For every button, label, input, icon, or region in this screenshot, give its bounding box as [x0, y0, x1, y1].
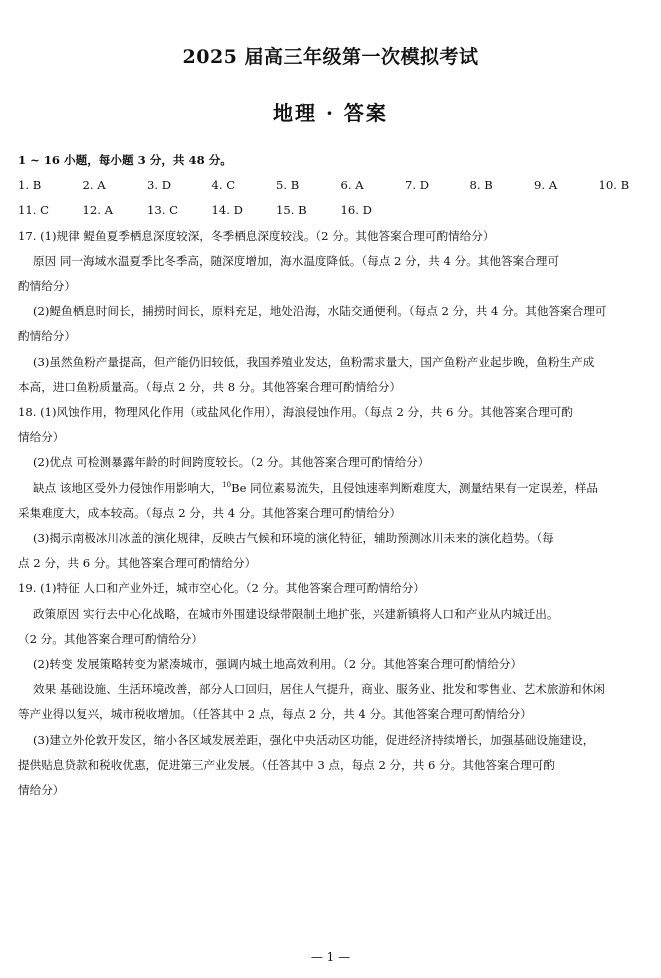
mc-intro: 1 ~ 16 小题，每小题 3 分，共 48 分。: [18, 153, 232, 167]
q17-line: 酌情给分）: [18, 279, 76, 294]
mc-answer-row-2: [18, 198, 646, 223]
q18-line: (3)揭示南极冰川冰盖的演化规律，反映古气候和环境的演化特征，辅助预测冰川未来的演化趋势。（每: [33, 531, 554, 546]
q19-line: 情给分）: [18, 783, 65, 798]
mc-answer: 2. A: [82, 178, 106, 193]
q18-line: 采集难度大，成本较高。（每点 2 分，共 4 分。其他答案合理可酌情给分）: [18, 505, 402, 520]
isotope-superscript: 10: [222, 480, 232, 489]
q19-line: (3)建立外伦敦开发区，缩小各区域发展差距，强化中央活动区功能，促进经济持续增长，加强基础设施建设，: [33, 732, 595, 747]
q19-line: 政策原因 实行去中心化战略，在城市外围建设绿带限制土地扩张，兴建新镇将人口和产业从内城迁出。: [33, 606, 559, 621]
q18-text: Be 同位素易流失，且侵蚀速率判断难度大，测量结果有一定误差，样品: [231, 480, 598, 495]
q18-line: 点 2 分，共 6 分。其他答案合理可酌情给分）: [18, 556, 257, 571]
q18-line: (2)优点 可检测暴露年龄的时间跨度较长。（2 分。其他答案合理可酌情给分）: [33, 455, 430, 470]
q19-line: 提供贴息贷款和税收优惠，促进第三产业发展。（任答其中 3 点，每点 2 分，共 6 分。其他答案合理可酌: [18, 757, 555, 772]
q17-line: 17. (1)规律 鳀鱼夏季栖息深度较深，冬季栖息深度较浅。（2 分。其他答案合理可酌情给分）: [18, 228, 495, 243]
question-17: [18, 224, 646, 400]
mc-answer: 9. A: [534, 178, 558, 193]
q17-line: 本高，进口鱼粉质量高。（每点 2 分，共 8 分。其他答案合理可酌情给分）: [18, 379, 402, 394]
mc-answer: 6. A: [340, 178, 364, 193]
q19-line: (2)转变 发展策略转变为紧凑城市，强调内城土地高效利用。（2 分。其他答案合理可酌情给分）: [33, 657, 523, 672]
exam-title: 2025 届高三年级第一次模拟考试: [182, 46, 479, 68]
q18-line: [18, 476, 646, 501]
q18-line: 18. (1)风蚀作用，物理风化作用（或盐风化作用），海浪侵蚀作用。（每点 2 分，共 6 分。其他答案合理可酌: [18, 405, 573, 420]
mc-answer: 4. C: [211, 178, 236, 193]
mc-answer: 11. C: [18, 203, 49, 218]
mc-answer: 3. D: [147, 178, 172, 193]
mc-answer: 8. B: [469, 178, 493, 193]
mc-answer: 16. D: [340, 203, 372, 218]
question-18: [18, 400, 646, 576]
page-number: — 1 —: [310, 950, 351, 964]
q17-line: (2)鳀鱼栖息时间长，捕捞时间长，原料充足，地处沿海，水陆交通便利。（每点 2 分，共 4 分。其他答案合理可: [33, 304, 607, 319]
question-19: [18, 576, 646, 803]
mc-answer: 13. C: [147, 203, 178, 218]
q19-line: 19. (1)特征 人口和产业外迁，城市空心化。（2 分。其他答案合理可酌情给分）: [18, 581, 425, 596]
q19-line: （2 分。其他答案合理可酌情给分）: [18, 631, 203, 646]
q18-text: 缺点 该地区受外力侵蚀作用影响大，: [33, 480, 223, 495]
q19-line: 等产业得以复兴，城市税收增加。（任答其中 2 点，每点 2 分，共 4 分。其他答案合理可酌情给分）: [18, 707, 532, 722]
mc-answer: 5. B: [276, 178, 300, 193]
mc-answer: 10. B: [598, 178, 630, 193]
mc-answer: 15. B: [276, 203, 307, 218]
subject-title: 地理 · 答案: [273, 101, 388, 125]
q19-line: 效果 基础设施、生活环境改善，部分人口回归，居住人气提升，商业、服务业、批发和零售业、艺术旅游和休闲: [33, 682, 605, 697]
mc-answer: 12. A: [82, 203, 113, 218]
mc-answer: 14. D: [211, 203, 243, 218]
mc-answer: 7. D: [405, 178, 430, 193]
q17-line: (3)虽然鱼粉产量提高，但产能仍旧较低，我国养殖业发达，鱼粉需求量大，国产鱼粉产业起步晚，鱼粉生产成: [33, 354, 595, 369]
mc-answer-row-1: [18, 173, 646, 198]
q18-line: 情给分）: [18, 430, 65, 445]
answer-content: [18, 148, 646, 803]
q17-line: 酌情给分）: [18, 329, 76, 344]
q17-line: 原因 同一海域水温夏季比冬季高，随深度增加，海水温度降低。（每点 2 分，共 4 分。其他答案合理可: [33, 253, 559, 268]
mc-answer: 1. B: [18, 178, 42, 193]
